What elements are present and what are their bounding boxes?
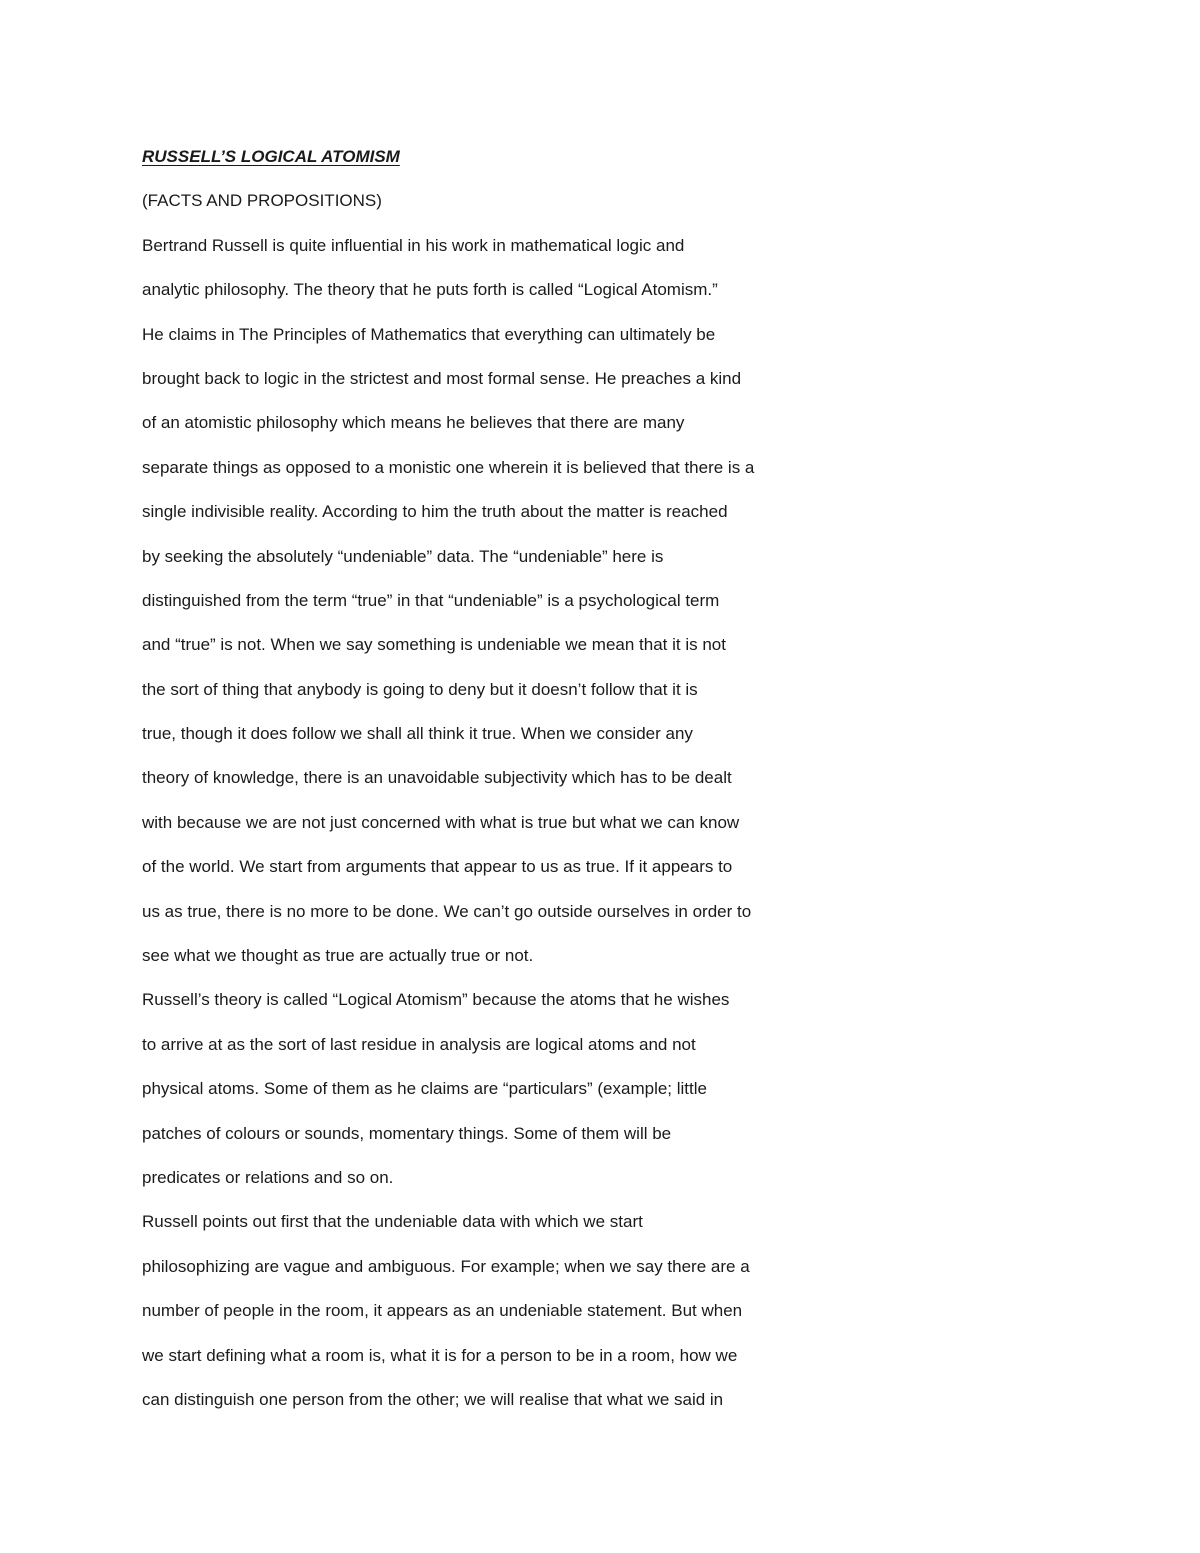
text-line: of an atomistic philosophy which means he believes that there are many: [142, 413, 685, 433]
text-line: and “true” is not. When we say something is undeniable we mean that it is not: [142, 635, 726, 655]
text-line: of the world. We start from arguments that appear to us as true. If it appears to: [142, 857, 733, 877]
text-line: predicates or relations and so on.: [142, 1167, 394, 1187]
text-line: number of people in the room, it appears as an undeniable statement. But when: [142, 1301, 743, 1321]
text-line: Russell points out first that the undeniable data with which we start: [142, 1212, 643, 1232]
text-line: separate things as opposed to a monistic one wherein it is believed that there is a: [142, 457, 755, 477]
text-line: theory of knowledge, there is an unavoidable subjectivity which has to be dealt: [142, 768, 732, 788]
text-line: single indivisible reality. According to him the truth about the matter is reached: [142, 502, 728, 522]
document-subtitle: (FACTS AND PROPOSITIONS): [142, 191, 382, 211]
text-line: physical atoms. Some of them as he claims are “particulars” (example; little: [142, 1079, 707, 1099]
text-line: by seeking the absolutely “undeniable” data. The “undeniable” here is: [142, 546, 664, 566]
text-line: philosophizing are vague and ambiguous. For example; when we say there are a: [142, 1256, 750, 1276]
text-line: analytic philosophy. The theory that he puts forth is called “Logical Atomism.”: [142, 280, 718, 300]
document-body: [142, 142, 882, 1429]
text-line: patches of colours or sounds, momentary things. Some of them will be: [142, 1123, 672, 1143]
text-line: us as true, there is no more to be done. We can’t go outside ourselves in order to: [142, 901, 752, 921]
text-line: the sort of thing that anybody is going to deny but it doesn’t follow that it is: [142, 679, 698, 699]
text-line: He claims in The Principles of Mathematics that everything can ultimately be: [142, 324, 716, 344]
document-title: RUSSELL’S LOGICAL ATOMISM: [142, 147, 400, 166]
text-line: true, though it does follow we shall all think it true. When we consider any: [142, 724, 693, 744]
text-line: Russell’s theory is called “Logical Atomism” because the atoms that he wishes: [142, 990, 730, 1010]
text-line: can distinguish one person from the other; we will realise that what we said in: [142, 1389, 724, 1409]
text-line: distinguished from the term “true” in that “undeniable” is a psychological term: [142, 590, 720, 610]
text-line: see what we thought as true are actually true or not.: [142, 946, 534, 966]
text-line: brought back to logic in the strictest and most formal sense. He preaches a kind: [142, 368, 742, 388]
text-line: Bertrand Russell is quite influential in his work in mathematical logic and: [142, 235, 685, 255]
text-line: to arrive at as the sort of last residue in analysis are logical atoms and not: [142, 1034, 696, 1054]
text-line: we start defining what a room is, what it is for a person to be in a room, how we: [142, 1345, 738, 1365]
text-line: with because we are not just concerned with what is true but what we can know: [142, 812, 740, 832]
